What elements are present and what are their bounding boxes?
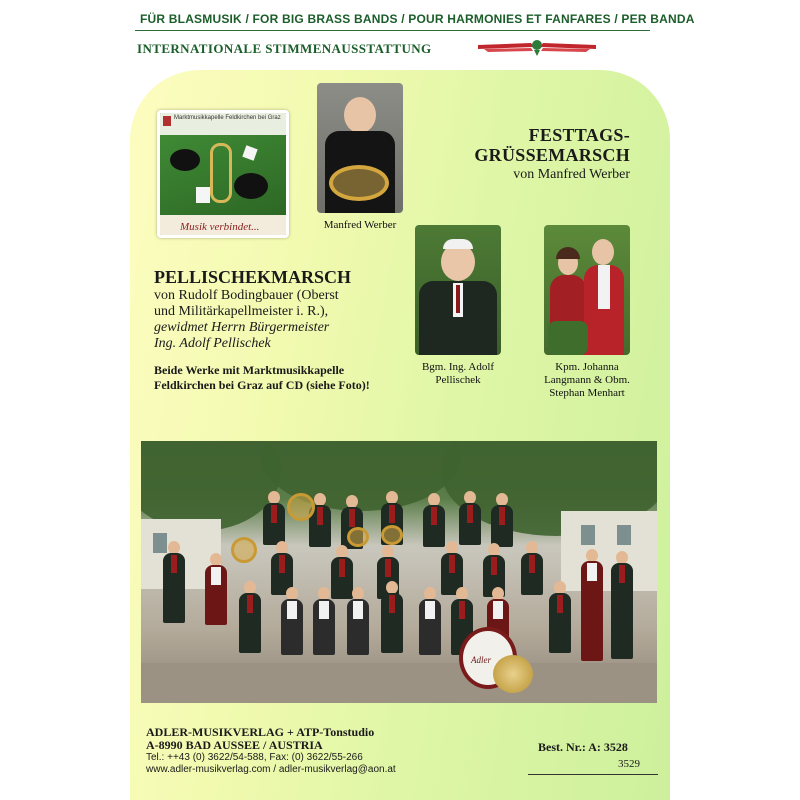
pellischek-photo [415, 225, 501, 355]
bass-drum: Adler [459, 627, 517, 689]
pellischek-block [154, 266, 404, 393]
cd-cover-header: Marktmusikkapelle Feldkirchen bei Graz [160, 113, 286, 135]
publisher-web[interactable]: www.adler-musikverlag.com / adler-musikverlag@aon.at [146, 764, 396, 775]
festtags-composer: von Manfred Werber [513, 167, 630, 182]
top-line: FÜR BLASMUSIK / FOR BIG BRASS BANDS / POUR HARMONIES ET FANFARES / PER BANDA [140, 12, 695, 26]
festtags-title-2: GRÜSSEMARSCH [474, 145, 630, 165]
pellischek-dedication-1: gewidmet Herrn Bürgermeister [154, 320, 330, 335]
publisher-address: A-8990 BAD AUSSEE / AUSTRIA [146, 738, 323, 752]
band-group-photo [141, 441, 657, 703]
cd-cover-photo [160, 135, 286, 221]
pellischek-dedication-2: Ing. Adolf Pellischek [154, 336, 271, 351]
cd-cover-image [157, 110, 289, 238]
crest-icon [163, 116, 171, 126]
series-subtitle: INTERNATIONALE STIMMENAUSSTATTUNG [137, 41, 432, 56]
manfred-werber-photo [317, 83, 403, 213]
top-divider [135, 30, 650, 31]
langmann-caption: Kpm. Johanna Langmann & Obm. Stephan Menhart [544, 361, 630, 399]
langmann-menhart-photo [544, 225, 630, 355]
publisher-phone: Tel.: ++43 (0) 3622/54-588, Fax: (0) 3622/55-266 [146, 752, 363, 763]
cd-note: Beide Werke mit Marktmusikkapelle Feldkirchen bei Graz auf CD (siehe Foto)! [154, 363, 370, 392]
order-underline [528, 774, 658, 775]
content-panel [130, 70, 670, 800]
festtags-block [474, 125, 630, 184]
order-number: Best. Nr.: A: 3528 [538, 740, 628, 754]
werber-caption: Manfred Werber [323, 219, 397, 231]
pellischek-caption: Bgm. Ing. Adolf Pellischek [421, 361, 495, 386]
festtags-title-1: FESTTAGS- [528, 125, 630, 145]
pellischek-composer-2: und Militärkapellmeister i. R.), [154, 304, 329, 319]
eagle-wings-logo-icon [476, 37, 598, 57]
pellischek-composer-1: von Rudolf Bodingbauer (Oberst [154, 288, 339, 303]
pellischek-title: PELLISCHEKMARSCH [154, 267, 352, 287]
cd-cover-footer: Musik verbindet... [160, 215, 286, 235]
cymbal [493, 655, 533, 693]
publisher-block [146, 726, 396, 776]
order-number-second: 3529 [618, 758, 640, 770]
ground [141, 663, 657, 703]
publisher-name: ADLER-MUSIKVERLAG + ATP-Tonstudio [146, 725, 375, 739]
